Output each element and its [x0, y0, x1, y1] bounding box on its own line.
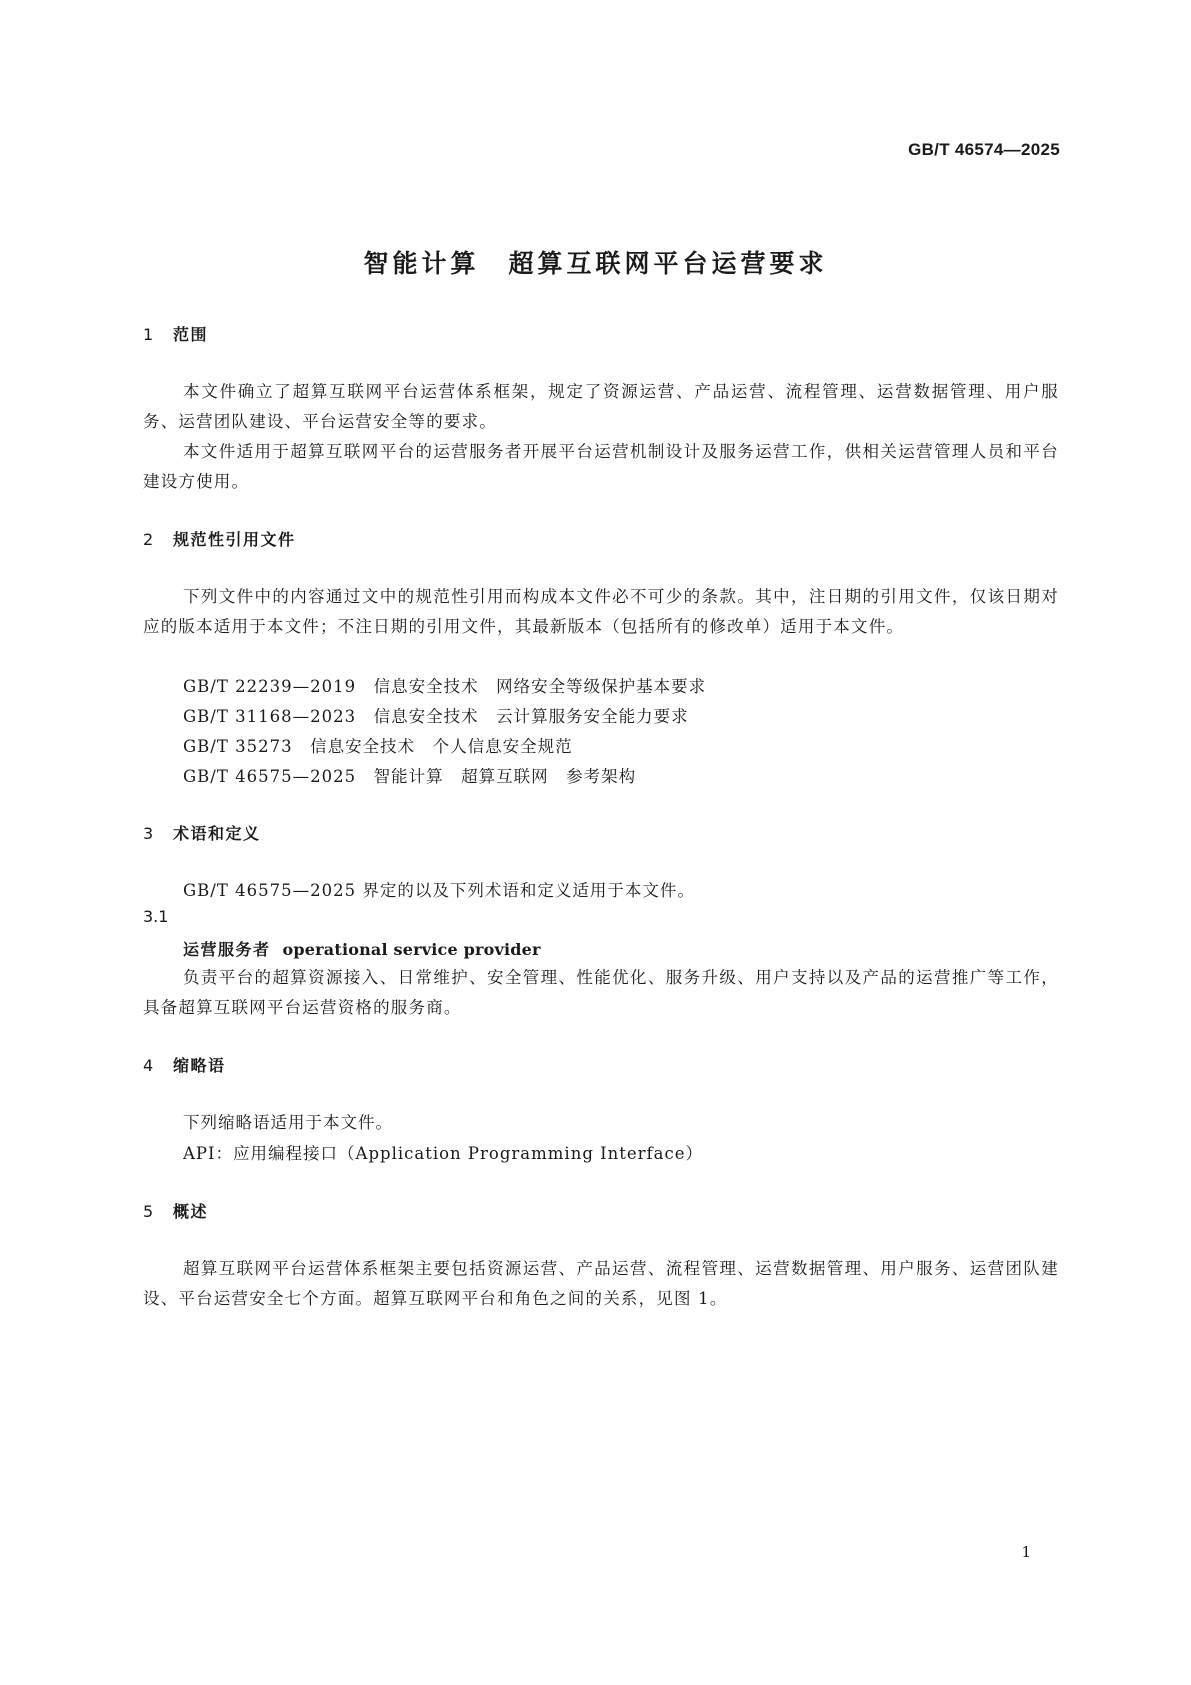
section-4-intro: 下列缩略语适用于本文件。: [183, 1113, 393, 1132]
section-number: 3: [143, 824, 155, 843]
section-5-paragraph: 超算互联网平台运营体系框架主要包括资源运营、产品运营、流程管理、运营数据管理、用户服务、运营团队建设、平台运营安全七个方面。超算互联网平台和角色之间的关系，见图 1。: [143, 1259, 1059, 1308]
section-1-paragraph-1: 本文件确立了超算互联网平台运营体系框架，规定了资源运营、产品运营、流程管理、运营数据管理、用户服务、运营团队建设、平台运营安全等的要求。: [143, 382, 1059, 431]
section-number: 4: [143, 1056, 155, 1075]
term-chinese: 运营服务者: [183, 940, 271, 959]
section-3-heading: [143, 821, 261, 844]
reference-item: GB/T 31168—2023 信息安全技术 云计算服务安全能力要求: [183, 707, 689, 726]
section-number: 5: [143, 1202, 155, 1221]
document-title: 智能计算 超算互联网平台运营要求: [363, 249, 828, 278]
term-entry: [183, 937, 541, 960]
section-2-intro: 下列文件中的内容通过文中的规范性引用而构成本文件必不可少的条款。其中，注日期的引用文件，仅该日期对应的版本适用于本文件；不注日期的引用文件，其最新版本（包括所有的修改单）适用于本文件。: [143, 587, 1059, 636]
section-3-intro: GB/T 46575—2025 界定的以及下列术语和定义适用于本文件。: [183, 881, 695, 900]
reference-item: GB/T 35273 信息安全技术 个人信息安全规范: [183, 737, 573, 756]
page-number: 1: [1021, 1543, 1031, 1561]
term-number: 3.1: [143, 907, 169, 926]
standard-code: GB/T 46574—2025: [908, 140, 1060, 159]
section-number: 2: [143, 530, 155, 549]
section-title: 规范性引用文件: [173, 530, 296, 549]
section-title: 缩略语: [173, 1056, 226, 1075]
section-1-heading: [143, 322, 208, 345]
section-title: 范围: [173, 325, 209, 344]
section-5-heading: [143, 1199, 208, 1222]
term-english: operational service provider: [282, 940, 541, 959]
section-title: 概述: [173, 1202, 209, 1221]
abbreviation-item: API：应用编程接口（Application Programming Interface）: [183, 1144, 704, 1163]
section-title: 术语和定义: [173, 824, 261, 843]
section-4-heading: [143, 1053, 226, 1076]
term-definition: 负责平台的超算资源接入、日常维护、安全管理、性能优化、服务升级、用户支持以及产品的运营推广等工作，具备超算互联网平台运营资格的服务商。: [143, 968, 1059, 1017]
reference-item: GB/T 46575—2025 智能计算 超算互联网 参考架构: [183, 767, 637, 786]
section-1-paragraph-2: 本文件适用于超算互联网平台的运营服务者开展平台运营机制设计及服务运营工作，供相关运营管理人员和平台建设方使用。: [143, 442, 1059, 491]
reference-item: GB/T 22239—2019 信息安全技术 网络安全等级保护基本要求: [183, 677, 707, 696]
section-number: 1: [143, 325, 155, 344]
section-2-heading: [143, 527, 296, 550]
